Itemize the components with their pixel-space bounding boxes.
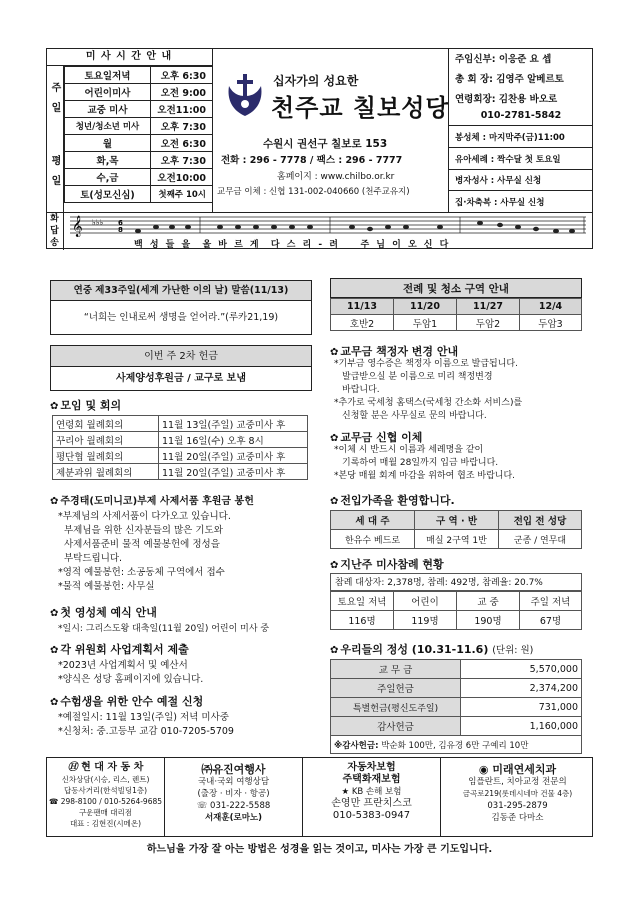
staff-infant-baptism: 유아세례 : 짝수달 첫 토요일 [449,148,593,170]
svg-text:8: 8 [118,226,123,234]
table-row: 토요일 저녁 어린이 교 중 주일 저녁 [331,592,582,611]
mass-schedule-title: 미 사 시 간 안 내 [46,48,212,66]
table-row: 주일헌금 2,374,200 [331,679,582,698]
svg-text:𝄞: 𝄞 [72,216,83,237]
offering-unit: (단위: 원) [492,645,534,656]
plans-title: ✿ 각 위원회 사업계획서 제출 [50,643,189,656]
church-phone: 전화 : 296 - 7778 / 팩스 : 296 - 7777 [221,155,403,166]
meetings-title: ✿ 모임 및 회의 [50,399,122,412]
mass-row: 수,금 오전10:00 [65,169,213,186]
ad-hyundai: Ⓗ 현 대 자 동 차 신차상담(시승, 리스, 렌트) 답동사거리(한석빌딩1층) ☎ 298-8100 / 010-5264-9685 구운팬매 대리점 대표 : 김현진(시메온) [47,758,165,836]
church-logo [225,70,265,118]
offering-note-label: ※감사헌금: [334,740,379,751]
attendance-title: ✿ 지난주 미사참례 현황 [330,558,444,571]
attendance-summary: 참례 대상자: 2,378명, 참례: 492명, 참례율: 20.7% [330,573,582,591]
offering-title: ✿ 우리들의 정성 (10.31-11.6) (단위: 원) [330,643,534,656]
hyundai-logo-icon: Ⓗ [67,762,78,773]
cleaning-title: 전례 및 청소 구역 안내 [330,278,582,298]
svg-text:♭♭♭: ♭♭♭ [92,218,104,227]
week-heading: 연중 제33주일(세계 가난한 이의 날) 말씀(11/13) [51,281,311,301]
hymn-row [46,212,593,249]
tithe-transfer-body: *이체 시 반드시 이름과 세례명을 같이 기록하여 매월 28일까지 입금 바랍니다. *본당 매월 회계 마감을 위하여 협조 바랍니다. [334,445,516,481]
collection-detail: 사제양성후원금 / 교구로 보냄 [115,373,247,384]
mass-row: 화,목 오후 7:30 [65,152,213,169]
communion-body: *일시: 그리스도왕 대축일(11월 20일) 어린이 미사 중 [58,624,270,634]
dominic-body: *부제님의 사제서품이 다가오고 있습니다. 부제님을 위한 신자분들의 많은 기도와 사제서품준비 물적 예물봉헌에 정성을 부탁드립니다. *영적 예물봉헌: 소공동체 구역에서 접수 *물적 예물봉헌: 사무실 [58,511,231,592]
plans-body: *2023년 사업계획서 및 예산서 *양식은 성당 홈페이지에 있습니다. [58,660,204,685]
welcome-table [330,510,582,549]
svg-text:6: 6 [118,219,123,227]
cleaning-box [330,278,582,331]
mass-group-weekday: 평일 [46,138,64,212]
welcome-title: ✿ 전입가족을 환영합니다. [330,494,455,507]
week-box [50,280,312,335]
table-row: 116명 119명 190명 67명 [331,611,582,630]
church-homepage[interactable]: 홈페이지 : www.chilbo.or.kr [277,172,395,182]
church-identity [213,48,448,212]
staff-federation-phone: 010-2781-5842 [449,106,593,126]
table-row [331,736,582,754]
church-account: 교무금 이체 : 신협 131-002-040660 (천주교유지) [217,187,410,197]
exam-body: *예절일시: 11월 13일(주일) 저녁 미사중 *신청처: 중.고등부 교감 010-7205-5709 [58,712,234,737]
mass-row: 어린이미사 오전 9:00 [65,84,213,101]
hymn-staff [70,215,586,237]
staff-pastor: 주임신부: 이응준 요 셉 [455,54,552,65]
table-row: 호반2 두암1 두암2 두암3 [331,315,582,331]
table-row: 세 대 주 구 역 · 반 전입 전 성당 [331,511,582,530]
hymn-label: 화 답 송 [46,213,64,250]
table-row: 교 무 금 5,570,000 [331,660,582,679]
week-quote: “너희는 인내로써 생명을 얻어라.”(루카21,19) [83,312,279,323]
table-row: 한유수 베드로 매실 2구역 1반 군종 / 연무대 [331,530,582,549]
hymn-lyrics: 백 성 들 을 올 바 르 게 다 스 리 - 려 주 님 이 오 신 다 [134,240,451,250]
mass-row: 청년/청소년 미사 오후 7:30 [65,118,213,135]
table-row: 특별헌금(평신도주일) 731,000 [331,698,582,717]
table-row: 연령회 월례회의 11월 13일(주일) 교중미사 후 [53,416,308,432]
dominic-title: ✿ 주경태(도미니코)부제 사제서품 후원금 봉헌 [50,496,254,507]
table-row: 제분과위 월례회의 11월 20일(주일) 교중미사 후 [53,464,308,480]
staff-federation: 연령회장: 김찬용 바오로 [455,94,558,105]
mass-row: 토요일저녁 오후 6:30 [65,67,213,84]
collection-title: 이번 주 2차 헌금 [51,346,311,367]
table-row: 꾸리아 월례회의 11월 16일(수) 오후 8시 [53,432,308,448]
mass-row: 월 오전 6:30 [65,135,213,152]
mass-row: 교중 미사 오전11:00 [65,101,213,118]
staff-office-hours: 봉성체 : 마지막주(금)11:00 [449,126,593,148]
staff-chair: 총 회 장: 김영주 알베르토 [455,74,564,85]
tithe-transfer-title: ✿ 교무금 신협 이체 [330,431,423,444]
mass-table [64,66,213,203]
meetings-table [52,415,308,480]
offering-table [330,659,582,754]
cleaning-table [330,298,582,331]
mass-group-sunday: 주일 [46,66,64,138]
ads-strip [46,757,593,837]
offering-note: 박순화 100만, 김유경 6만 구예리 10만 [381,740,529,751]
mass-schedule [46,48,213,212]
star-icon: ★ [341,787,350,797]
attendance-table [330,591,582,630]
communion-title: ✿ 첫 영성체 예식 안내 [50,606,157,619]
church-name: 천주교 칠보성당 [271,94,450,122]
footer-motto: 하느님을 가장 잘 아는 방법은 성경을 읽는 것이고, 미사는 가장 큰 기도입니다. [146,844,493,855]
mass-row: 토(성모신심) 첫째주 10시 [65,186,213,203]
table-row: 11/13 11/20 11/27 12/4 [331,299,582,315]
collection-box [50,345,312,391]
staff-house-blessing: 집·차축복 : 사무실 신청 [455,197,545,208]
exam-title: ✿ 수험생을 위한 안수 예절 신청 [50,695,204,708]
ad-insurance: 자동차보험 주택화재보험 ★ KB 손해 보험 손영만 프란치스코 010-5383-0947 [303,758,441,836]
table-row: 평단협 월례회의 11월 20일(주일) 교중미사 후 [53,448,308,464]
tithe-change-title: ✿ 교무금 책정자 변경 안내 [330,345,459,358]
table-row: 감사헌금 1,160,000 [331,717,582,736]
ad-travel: ㈜유진여행사 국내·국외 여행상담 (출장 · 비자 · 항공) ☏ 031-222-5588 서재훈(로마노) [165,758,303,836]
tithe-change-body: *기부금 영수증은 책정자 이름으로 발급됩니다. 발급받으실 분 이름으로 미리 책정변경 바랍니다. *추가로 국세청 홈택스(국세청 간소화 서비스)를 신청할 분은 사무실로 문의 바랍니다. [334,359,523,421]
tooth-icon: ◉ [478,763,489,776]
ad-dental: ◉ 미래연세치과 임플란트, 치아교정 전문의 금곡로219(롯데시네마 건물 4층) 031-295-2879 김동준 다마소 [462,763,573,823]
staff-panel [448,48,593,212]
church-subtitle: 십자가의 성요한 [273,74,359,88]
church-address: 수원시 권선구 칠보로 153 [263,138,388,150]
staff-sick-visit: 병자성사 : 사무실 신청 [449,170,593,191]
attendance-box [330,573,582,630]
